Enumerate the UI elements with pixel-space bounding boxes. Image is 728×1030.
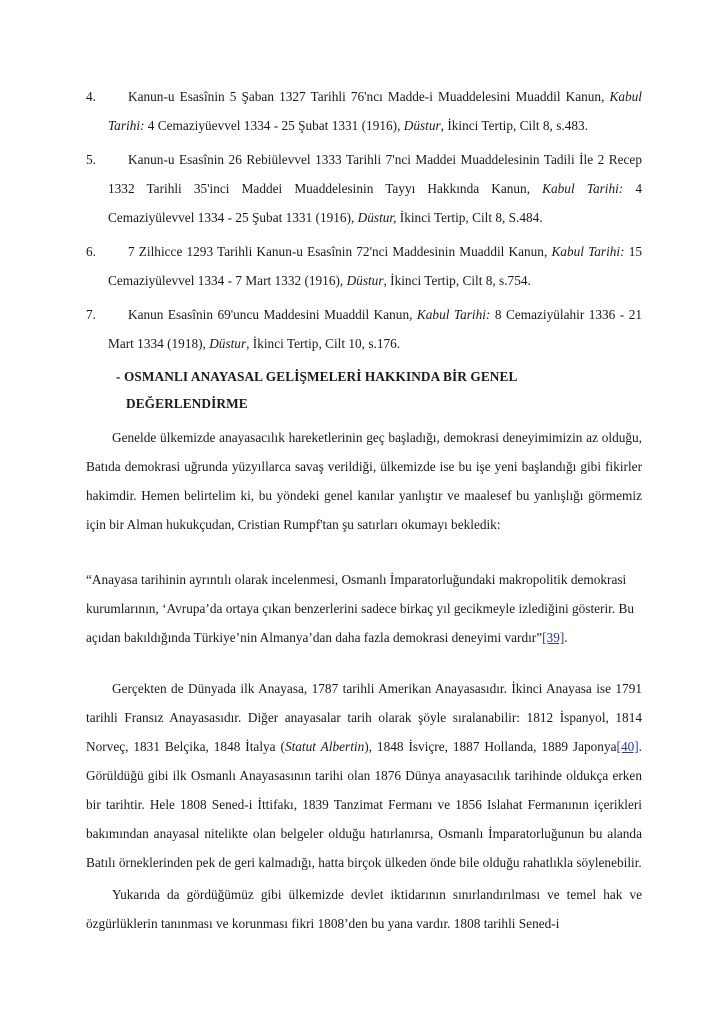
italic-text: Kabul Tarihi: [108, 89, 642, 133]
paragraph-constitutions-part-b: ), 1848 İsviçre, 1887 Hollanda, 1889 Japonya [364, 739, 617, 754]
section-heading [116, 363, 642, 417]
list-item [86, 237, 642, 295]
italic-text: Düstur, [357, 210, 397, 225]
paragraph-freedoms: Yukarıda da gördüğümüz gibi ülkemizde devlet iktidarının sınırlandırılması ve temel hak ve özgürlüklerin tanınması ve korunması fikri 1808’den bu yana vardır. 1808 tarihli Sened-i [86, 887, 642, 931]
paragraph-intro: Genelde ülkemizde anayasacılık hareketlerinin geç başladığı, demokrasi deneyimimizin az olduğu, Batıda demokrasi uğrunda yüzyıllarca savaş verildiği, ülkemizde ise bu işe yeni başlandığı gibi fikirler hakimdir. Hemen belirtelim ki, bu yöndeki genel kanılar yanlıştır ve maalesef bu yanlışlığı görmemiz için bir Alman hukukçudan, Cristian Rumpf'tan şu satırları okumayı bekledik: [86, 430, 642, 532]
text-run: Kanun-u Esasînin 5 Şaban 1327 Tarihli 76'ncı Madde-i Muaddelesini Muaddil Kanun, [128, 89, 610, 104]
text-run: 15 Cemaziyülevvel 1334 - 7 Mart 1332 (1916), [108, 244, 643, 288]
paragraph-constitutions [86, 674, 642, 877]
text-run: Kanun-u Esasînin 26 Rebiülevvel 1333 Tarihli 7'nci Maddei Muaddelesinin Tadili İle 2 Recep 1332 Tarihli 35'inci Maddei Muaddelesinin Tayyı Hakkında Kanun, [108, 152, 642, 196]
text-run: İkinci Tertip, Cilt 8, S.484. [396, 210, 543, 225]
text-run: 7 Zilhicce 1293 Tarihli Kanun-u Esasînin 72'nci Maddesinin Muaddil Kanun, [128, 244, 552, 259]
text-run: , İkinci Tertip, Cilt 8, s.483. [440, 118, 588, 133]
paragraph-constitutions-part-c: . Görüldüğü gibi ilk Osmanlı Anayasasının tarihi olan 1876 Dünya anayasacılık tarihinde oldukça erken bir tarihtir. Hele 1808 Sened-i İttifakı, 1839 Tanzimat Fermanı ve 1856 Islahat Fermanının içerikleri bakımından anayasal nitelikte olan belgeler olduğu hatırlanırsa, Osmanlı İmparatorluğunun bu alanda Batılı örneklerinden pek de geri kalmadığı, hatta birçok ülkeden önde bile olduğu rahatlıkla söylenebilir. [86, 739, 642, 870]
text-run: 8 Cemaziyülahir 1336 - 21 Mart 1334 (1918), [108, 307, 642, 351]
text-run: , İkinci Tertip, Cilt 10, s.176. [246, 336, 401, 351]
italic-text: Düstur [403, 118, 441, 133]
law-reference-list [86, 82, 642, 358]
list-item-text [108, 145, 642, 232]
list-item [86, 145, 642, 232]
text-run: 4 Cemaziyülevvel 1334 - 25 Şubat 1331 (1916), [108, 181, 642, 225]
list-item-number: 6. [86, 244, 96, 259]
italic-text: Düstur [346, 273, 384, 288]
paragraph-constitutions-part-a: Gerçekten de Dünyada ilk Anayasa, 1787 tarihli Amerikan Anayasasıdır. İkinci Anayasa ise 1791 tarihli Fransız Anayasasıdır. Diğer anayasalar tarih olarak şöyle sıralanabilir: 1812 İspanyol, 1814 Norveç, 1831 Belçika, 1848 İtalya ( [86, 681, 642, 754]
section-heading-line-2: DEĞERLENDİRME [126, 396, 248, 411]
section-heading-line-1: - OSMANLI ANAYASAL GELİŞMELERİ HAKKINDA BİR GENEL [116, 369, 518, 384]
italic-text: Kabul Tarihi: [542, 181, 624, 196]
quote-text: “Anayasa tarihinin ayrıntılı olarak incelenmesi, Osmanlı İmparatorluğundaki makropolitik demokrasi kurumlarının, ‘Avrupa’da ortaya çıkan benzerlerini sadece birkaç yıl gecikmeyle izlediğini gösterir. Bu açıdan bakıldığında Türkiye’nin Almanya’dan daha fazla demokrasi deneyimi vardır” [86, 572, 635, 645]
italic-text: Kabul Tarihi: [416, 307, 491, 322]
list-item-text [108, 82, 642, 140]
list-item-number: 4. [86, 89, 96, 104]
footnote-link-39[interactable]: [39] [542, 630, 565, 645]
list-item-text [108, 237, 642, 295]
footnote-link-40[interactable]: [40] [616, 739, 639, 754]
text-run: , İkinci Tertip, Cilt 8, s.754. [383, 273, 531, 288]
list-item-text [108, 300, 642, 358]
italic-text: Düstur [209, 336, 247, 351]
statut-albertin-text: Statut Albertin [284, 739, 365, 754]
italic-text: Kabul Tarihi: [551, 244, 625, 259]
block-quote [86, 565, 642, 652]
list-item-number: 5. [86, 152, 96, 167]
text-run: Kanun Esasînin 69'uncu Maddesini Muaddil Kanun, [128, 307, 417, 322]
document-page [86, 82, 642, 938]
text-run: 4 Cemaziyüevvel 1334 - 25 Şubat 1331 (1916), [144, 118, 404, 133]
list-item-number: 7. [86, 307, 96, 322]
quote-end: . [564, 630, 568, 645]
list-item [86, 82, 642, 140]
list-item [86, 300, 642, 358]
